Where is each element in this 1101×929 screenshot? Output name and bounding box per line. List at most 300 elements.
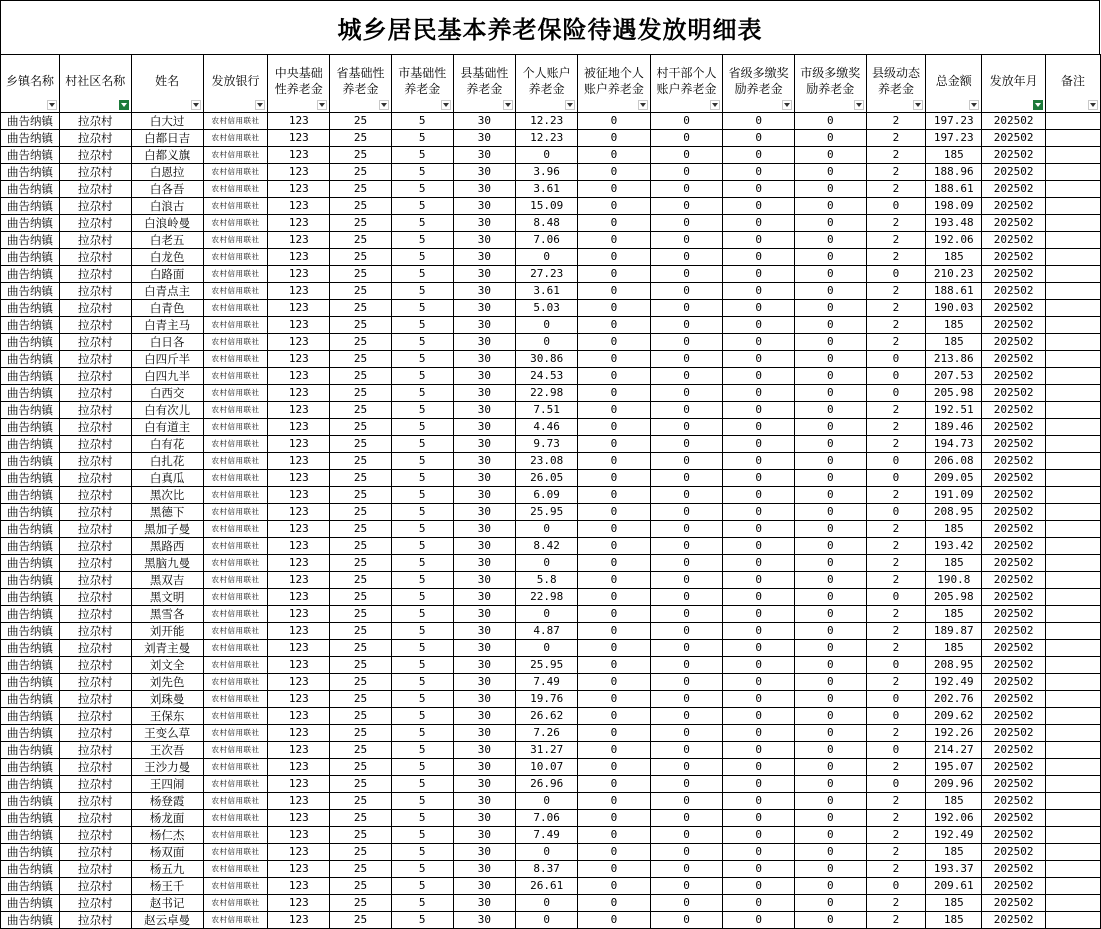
table-cell[interactable]: 30	[453, 521, 516, 538]
table-cell[interactable]: 202502	[982, 504, 1046, 521]
table-cell[interactable]: 25	[330, 691, 392, 708]
table-cell[interactable]: 曲告纳镇	[1, 436, 60, 453]
table-cell[interactable]: 0	[650, 640, 723, 657]
table-cell[interactable]	[1046, 708, 1101, 725]
table-cell[interactable]: 拉尕村	[59, 538, 131, 555]
table-cell[interactable]: 5	[391, 827, 453, 844]
table-cell[interactable]: 202502	[982, 776, 1046, 793]
table-cell[interactable]: 25	[330, 351, 392, 368]
table-cell[interactable]: 123	[268, 742, 330, 759]
table-cell[interactable]: 3.96	[516, 164, 578, 181]
table-cell[interactable]: 0	[578, 572, 651, 589]
table-cell[interactable]: 农村信用联社	[203, 164, 268, 181]
table-cell[interactable]	[1046, 538, 1101, 555]
table-cell[interactable]: 0	[723, 691, 795, 708]
table-cell[interactable]	[1046, 810, 1101, 827]
table-cell[interactable]: 25	[330, 912, 392, 929]
table-cell[interactable]: 0	[723, 215, 795, 232]
table-cell[interactable]: 拉尕村	[59, 674, 131, 691]
table-cell[interactable]: 25	[330, 725, 392, 742]
table-cell[interactable]: 曲告纳镇	[1, 317, 60, 334]
table-cell[interactable]: 0	[723, 538, 795, 555]
table-cell[interactable]	[1046, 215, 1101, 232]
table-cell[interactable]: 0	[866, 504, 926, 521]
table-cell[interactable]: 205.98	[926, 589, 982, 606]
table-cell[interactable]: 5	[391, 895, 453, 912]
table-cell[interactable]: 25	[330, 181, 392, 198]
table-cell[interactable]: 曲告纳镇	[1, 555, 60, 572]
table-cell[interactable]: 0	[794, 725, 866, 742]
table-cell[interactable]: 刘开能	[131, 623, 203, 640]
table-cell[interactable]: 123	[268, 147, 330, 164]
table-cell[interactable]: 30	[453, 691, 516, 708]
table-cell[interactable]: 30	[453, 861, 516, 878]
table-cell[interactable]: 5	[391, 674, 453, 691]
table-cell[interactable]: 123	[268, 810, 330, 827]
table-cell[interactable]: 拉尕村	[59, 861, 131, 878]
table-cell[interactable]: 0	[516, 895, 578, 912]
table-cell[interactable]: 0	[794, 436, 866, 453]
table-cell[interactable]: 0	[794, 504, 866, 521]
table-cell[interactable]: 5	[391, 317, 453, 334]
table-cell[interactable]: 曲告纳镇	[1, 691, 60, 708]
table-cell[interactable]: 0	[516, 640, 578, 657]
table-cell[interactable]	[1046, 606, 1101, 623]
table-cell[interactable]: 5	[391, 555, 453, 572]
table-cell[interactable]: 0	[578, 453, 651, 470]
table-cell[interactable]: 30	[453, 606, 516, 623]
table-cell[interactable]: 25	[330, 708, 392, 725]
table-cell[interactable]: 0	[723, 436, 795, 453]
table-cell[interactable]: 8.37	[516, 861, 578, 878]
table-cell[interactable]: 5	[391, 810, 453, 827]
table-cell[interactable]: 25	[330, 538, 392, 555]
table-cell[interactable]: 123	[268, 181, 330, 198]
table-cell[interactable]: 123	[268, 674, 330, 691]
table-cell[interactable]: 30	[453, 436, 516, 453]
table-cell[interactable]: 202502	[982, 351, 1046, 368]
table-cell[interactable]: 185	[926, 334, 982, 351]
table-cell[interactable]: 农村信用联社	[203, 504, 268, 521]
table-cell[interactable]: 192.49	[926, 674, 982, 691]
table-cell[interactable]: 0	[516, 912, 578, 929]
filter-dropdown-icon[interactable]	[854, 100, 864, 110]
table-cell[interactable]	[1046, 623, 1101, 640]
table-cell[interactable]: 农村信用联社	[203, 742, 268, 759]
table-cell[interactable]: 0	[578, 334, 651, 351]
table-cell[interactable]: 0	[650, 453, 723, 470]
table-cell[interactable]: 4.87	[516, 623, 578, 640]
table-cell[interactable]: 0	[723, 572, 795, 589]
table-cell[interactable]: 5	[391, 249, 453, 266]
table-cell[interactable]: 25	[330, 113, 392, 130]
table-cell[interactable]: 0	[723, 266, 795, 283]
table-cell[interactable]: 30	[453, 657, 516, 674]
table-cell[interactable]: 2	[866, 606, 926, 623]
table-cell[interactable]: 0	[723, 623, 795, 640]
table-cell[interactable]: 2	[866, 725, 926, 742]
table-cell[interactable]: 曲告纳镇	[1, 776, 60, 793]
table-cell[interactable]: 白扎花	[131, 453, 203, 470]
table-cell[interactable]: 185	[926, 640, 982, 657]
table-cell[interactable]: 曲告纳镇	[1, 589, 60, 606]
table-cell[interactable]: 123	[268, 861, 330, 878]
table-cell[interactable]: 0	[650, 555, 723, 572]
table-cell[interactable]: 0	[866, 878, 926, 895]
table-cell[interactable]: 123	[268, 504, 330, 521]
table-cell[interactable]: 22.98	[516, 385, 578, 402]
table-cell[interactable]: 192.49	[926, 827, 982, 844]
table-cell[interactable]: 25	[330, 232, 392, 249]
table-cell[interactable]: 202502	[982, 266, 1046, 283]
table-cell[interactable]: 31.27	[516, 742, 578, 759]
table-cell[interactable]: 0	[723, 317, 795, 334]
table-cell[interactable]: 5	[391, 691, 453, 708]
table-cell[interactable]: 30	[453, 419, 516, 436]
table-cell[interactable]: 25	[330, 164, 392, 181]
table-cell[interactable]: 2	[866, 521, 926, 538]
table-cell[interactable]: 曲告纳镇	[1, 572, 60, 589]
table-cell[interactable]: 2	[866, 827, 926, 844]
table-cell[interactable]: 202502	[982, 640, 1046, 657]
table-cell[interactable]: 2	[866, 300, 926, 317]
table-cell[interactable]: 0	[723, 232, 795, 249]
table-cell[interactable]: 123	[268, 521, 330, 538]
table-cell[interactable]: 25	[330, 759, 392, 776]
table-cell[interactable]: 0	[794, 351, 866, 368]
table-cell[interactable]: 拉尕村	[59, 436, 131, 453]
table-cell[interactable]: 拉尕村	[59, 402, 131, 419]
table-cell[interactable]: 25	[330, 470, 392, 487]
filter-active-icon[interactable]	[119, 100, 129, 110]
table-cell[interactable]: 5	[391, 232, 453, 249]
table-cell[interactable]: 25.95	[516, 504, 578, 521]
table-cell[interactable]: 0	[650, 504, 723, 521]
table-cell[interactable]: 123	[268, 130, 330, 147]
table-cell[interactable]: 白有次儿	[131, 402, 203, 419]
table-cell[interactable]: 拉尕村	[59, 164, 131, 181]
table-cell[interactable]: 202502	[982, 436, 1046, 453]
table-cell[interactable]: 白都义旗	[131, 147, 203, 164]
table-cell[interactable]: 0	[578, 725, 651, 742]
table-cell[interactable]: 25	[330, 776, 392, 793]
table-cell[interactable]: 农村信用联社	[203, 895, 268, 912]
table-cell[interactable]: 123	[268, 334, 330, 351]
table-cell[interactable]: 25	[330, 453, 392, 470]
table-cell[interactable]: 123	[268, 198, 330, 215]
table-cell[interactable]: 0	[578, 113, 651, 130]
table-cell[interactable]: 拉尕村	[59, 742, 131, 759]
table-cell[interactable]: 0	[650, 232, 723, 249]
table-cell[interactable]: 0	[723, 504, 795, 521]
table-cell[interactable]: 0	[650, 113, 723, 130]
table-cell[interactable]: 农村信用联社	[203, 147, 268, 164]
table-cell[interactable]: 农村信用联社	[203, 351, 268, 368]
table-cell[interactable]: 209.05	[926, 470, 982, 487]
table-cell[interactable]: 5	[391, 130, 453, 147]
table-cell[interactable]: 123	[268, 470, 330, 487]
table-cell[interactable]: 185	[926, 521, 982, 538]
table-cell[interactable]: 30	[453, 555, 516, 572]
table-cell[interactable]: 202502	[982, 691, 1046, 708]
table-cell[interactable]	[1046, 657, 1101, 674]
table-cell[interactable]: 0	[794, 164, 866, 181]
table-cell[interactable]: 6.09	[516, 487, 578, 504]
table-cell[interactable]: 农村信用联社	[203, 776, 268, 793]
table-cell[interactable]: 农村信用联社	[203, 708, 268, 725]
table-cell[interactable]: 0	[866, 266, 926, 283]
table-cell[interactable]: 0	[794, 538, 866, 555]
table-cell[interactable]: 曲告纳镇	[1, 827, 60, 844]
table-cell[interactable]: 5	[391, 164, 453, 181]
table-cell[interactable]: 0	[650, 708, 723, 725]
table-cell[interactable]: 农村信用联社	[203, 249, 268, 266]
table-cell[interactable]: 5	[391, 640, 453, 657]
table-cell[interactable]	[1046, 725, 1101, 742]
table-cell[interactable]: 208.95	[926, 657, 982, 674]
table-cell[interactable]: 123	[268, 657, 330, 674]
table-cell[interactable]: 曲告纳镇	[1, 708, 60, 725]
table-cell[interactable]: 5	[391, 419, 453, 436]
table-cell[interactable]	[1046, 283, 1101, 300]
table-cell[interactable]: 0	[794, 657, 866, 674]
table-cell[interactable]: 30	[453, 895, 516, 912]
table-cell[interactable]: 拉尕村	[59, 487, 131, 504]
table-cell[interactable]: 拉尕村	[59, 895, 131, 912]
table-cell[interactable]: 0	[866, 198, 926, 215]
table-cell[interactable]: 2	[866, 334, 926, 351]
table-cell[interactable]: 189.46	[926, 419, 982, 436]
table-cell[interactable]: 0	[650, 164, 723, 181]
table-cell[interactable]: 曲告纳镇	[1, 249, 60, 266]
table-cell[interactable]: 黑脑九曼	[131, 555, 203, 572]
table-cell[interactable]: 25	[330, 742, 392, 759]
table-cell[interactable]: 189.87	[926, 623, 982, 640]
table-cell[interactable]: 202502	[982, 147, 1046, 164]
filter-dropdown-icon[interactable]	[565, 100, 575, 110]
table-cell[interactable]: 0	[650, 334, 723, 351]
table-cell[interactable]: 0	[866, 368, 926, 385]
table-cell[interactable]: 刘珠曼	[131, 691, 203, 708]
table-cell[interactable]	[1046, 147, 1101, 164]
table-cell[interactable]: 0	[578, 385, 651, 402]
table-cell[interactable]: 白青色	[131, 300, 203, 317]
table-cell[interactable]: 0	[650, 181, 723, 198]
table-cell[interactable]: 0	[578, 895, 651, 912]
table-cell[interactable]: 202502	[982, 878, 1046, 895]
table-cell[interactable]: 2	[866, 283, 926, 300]
table-cell[interactable]	[1046, 334, 1101, 351]
table-cell[interactable]: 农村信用联社	[203, 419, 268, 436]
table-cell[interactable]: 0	[650, 130, 723, 147]
table-cell[interactable]: 0	[794, 232, 866, 249]
table-cell[interactable]: 19.76	[516, 691, 578, 708]
table-cell[interactable]: 2	[866, 249, 926, 266]
table-cell[interactable]: 0	[723, 742, 795, 759]
table-cell[interactable]: 209.62	[926, 708, 982, 725]
table-cell[interactable]	[1046, 691, 1101, 708]
table-cell[interactable]	[1046, 419, 1101, 436]
table-cell[interactable]: 202502	[982, 300, 1046, 317]
table-cell[interactable]: 0	[866, 453, 926, 470]
table-cell[interactable]: 曲告纳镇	[1, 215, 60, 232]
table-cell[interactable]: 0	[578, 623, 651, 640]
table-cell[interactable]: 202502	[982, 181, 1046, 198]
table-cell[interactable]: 0	[723, 555, 795, 572]
table-cell[interactable]: 0	[723, 674, 795, 691]
table-cell[interactable]: 0	[516, 147, 578, 164]
table-cell[interactable]: 农村信用联社	[203, 759, 268, 776]
table-cell[interactable]: 0	[650, 249, 723, 266]
table-cell[interactable]: 25	[330, 198, 392, 215]
table-cell[interactable]: 0	[650, 657, 723, 674]
table-cell[interactable]: 0	[578, 419, 651, 436]
table-cell[interactable]: 5	[391, 385, 453, 402]
table-cell[interactable]: 30	[453, 742, 516, 759]
table-cell[interactable]: 拉尕村	[59, 878, 131, 895]
table-cell[interactable]: 0	[516, 555, 578, 572]
filter-dropdown-icon[interactable]	[913, 100, 923, 110]
table-cell[interactable]: 22.98	[516, 589, 578, 606]
table-cell[interactable]: 30	[453, 385, 516, 402]
table-cell[interactable]: 202502	[982, 283, 1046, 300]
table-cell[interactable]: 25	[330, 606, 392, 623]
table-cell[interactable]: 曲告纳镇	[1, 147, 60, 164]
table-cell[interactable]: 拉尕村	[59, 640, 131, 657]
table-cell[interactable]: 7.49	[516, 827, 578, 844]
table-cell[interactable]: 202502	[982, 521, 1046, 538]
table-cell[interactable]: 5	[391, 504, 453, 521]
table-cell[interactable]: 30	[453, 640, 516, 657]
table-cell[interactable]: 0	[578, 912, 651, 929]
table-cell[interactable]: 2	[866, 810, 926, 827]
table-cell[interactable]	[1046, 300, 1101, 317]
table-cell[interactable]	[1046, 402, 1101, 419]
table-cell[interactable]: 12.23	[516, 113, 578, 130]
table-cell[interactable]: 拉尕村	[59, 266, 131, 283]
table-cell[interactable]: 农村信用联社	[203, 487, 268, 504]
table-cell[interactable]: 25	[330, 419, 392, 436]
table-cell[interactable]: 0	[794, 334, 866, 351]
table-cell[interactable]: 0	[794, 402, 866, 419]
table-cell[interactable]	[1046, 181, 1101, 198]
filter-dropdown-icon[interactable]	[379, 100, 389, 110]
table-cell[interactable]: 曲告纳镇	[1, 521, 60, 538]
table-cell[interactable]: 0	[794, 283, 866, 300]
table-cell[interactable]: 曲告纳镇	[1, 300, 60, 317]
table-cell[interactable]: 7.51	[516, 402, 578, 419]
table-cell[interactable]: 25	[330, 147, 392, 164]
table-cell[interactable]: 185	[926, 844, 982, 861]
table-cell[interactable]: 202502	[982, 759, 1046, 776]
table-cell[interactable]: 123	[268, 351, 330, 368]
table-cell[interactable]: 0	[578, 351, 651, 368]
table-cell[interactable]: 0	[578, 708, 651, 725]
table-cell[interactable]: 25	[330, 334, 392, 351]
table-cell[interactable]: 25	[330, 895, 392, 912]
table-cell[interactable]: 25	[330, 249, 392, 266]
table-cell[interactable]	[1046, 113, 1101, 130]
table-cell[interactable]: 0	[516, 334, 578, 351]
table-cell[interactable]: 0	[516, 521, 578, 538]
table-cell[interactable]: 0	[723, 130, 795, 147]
table-cell[interactable]: 197.23	[926, 130, 982, 147]
table-cell[interactable]: 192.51	[926, 402, 982, 419]
table-cell[interactable]: 0	[723, 198, 795, 215]
table-cell[interactable]: 0	[723, 776, 795, 793]
table-cell[interactable]: 0	[578, 674, 651, 691]
table-cell[interactable]: 2	[866, 215, 926, 232]
table-cell[interactable]: 30	[453, 878, 516, 895]
table-cell[interactable]: 191.09	[926, 487, 982, 504]
table-cell[interactable]: 0	[723, 810, 795, 827]
table-cell[interactable]: 202502	[982, 810, 1046, 827]
table-cell[interactable]: 25	[330, 317, 392, 334]
table-cell[interactable]: 202502	[982, 912, 1046, 929]
table-cell[interactable]: 0	[794, 368, 866, 385]
table-cell[interactable]: 123	[268, 623, 330, 640]
table-cell[interactable]: 黑德下	[131, 504, 203, 521]
table-cell[interactable]: 曲告纳镇	[1, 368, 60, 385]
table-cell[interactable]: 0	[794, 776, 866, 793]
table-cell[interactable]: 农村信用联社	[203, 215, 268, 232]
table-cell[interactable]: 5	[391, 538, 453, 555]
table-cell[interactable]	[1046, 742, 1101, 759]
table-cell[interactable]: 2	[866, 487, 926, 504]
table-cell[interactable]: 0	[578, 164, 651, 181]
table-cell[interactable]: 0	[794, 487, 866, 504]
table-cell[interactable]: 185	[926, 555, 982, 572]
table-cell[interactable]: 0	[723, 368, 795, 385]
table-cell[interactable]: 185	[926, 147, 982, 164]
table-cell[interactable]: 0	[650, 725, 723, 742]
table-cell[interactable]: 202502	[982, 215, 1046, 232]
table-cell[interactable]: 曲告纳镇	[1, 164, 60, 181]
table-cell[interactable]: 农村信用联社	[203, 198, 268, 215]
table-cell[interactable]: 农村信用联社	[203, 436, 268, 453]
table-cell[interactable]: 白大过	[131, 113, 203, 130]
table-cell[interactable]: 30	[453, 572, 516, 589]
table-cell[interactable]: 0	[650, 351, 723, 368]
table-cell[interactable]: 0	[794, 793, 866, 810]
table-cell[interactable]: 26.05	[516, 470, 578, 487]
table-cell[interactable]: 25	[330, 827, 392, 844]
table-cell[interactable]: 2	[866, 555, 926, 572]
table-cell[interactable]: 30	[453, 198, 516, 215]
filter-dropdown-icon[interactable]	[441, 100, 451, 110]
table-cell[interactable]: 202502	[982, 334, 1046, 351]
table-cell[interactable]: 拉尕村	[59, 470, 131, 487]
table-cell[interactable]: 0	[650, 385, 723, 402]
table-cell[interactable]: 曲告纳镇	[1, 487, 60, 504]
table-cell[interactable]: 0	[578, 793, 651, 810]
table-cell[interactable]: 25	[330, 300, 392, 317]
table-cell[interactable]: 30	[453, 232, 516, 249]
table-cell[interactable]: 0	[794, 606, 866, 623]
table-cell[interactable]: 2	[866, 436, 926, 453]
table-cell[interactable]: 0	[866, 351, 926, 368]
table-cell[interactable]: 拉尕村	[59, 147, 131, 164]
table-cell[interactable]: 0	[794, 181, 866, 198]
table-cell[interactable]: 26.61	[516, 878, 578, 895]
table-cell[interactable]: 拉尕村	[59, 368, 131, 385]
table-cell[interactable]: 0	[650, 691, 723, 708]
table-cell[interactable]: 193.48	[926, 215, 982, 232]
table-cell[interactable]: 25	[330, 436, 392, 453]
table-cell[interactable]	[1046, 572, 1101, 589]
table-cell[interactable]: 202502	[982, 708, 1046, 725]
table-cell[interactable]: 30	[453, 912, 516, 929]
